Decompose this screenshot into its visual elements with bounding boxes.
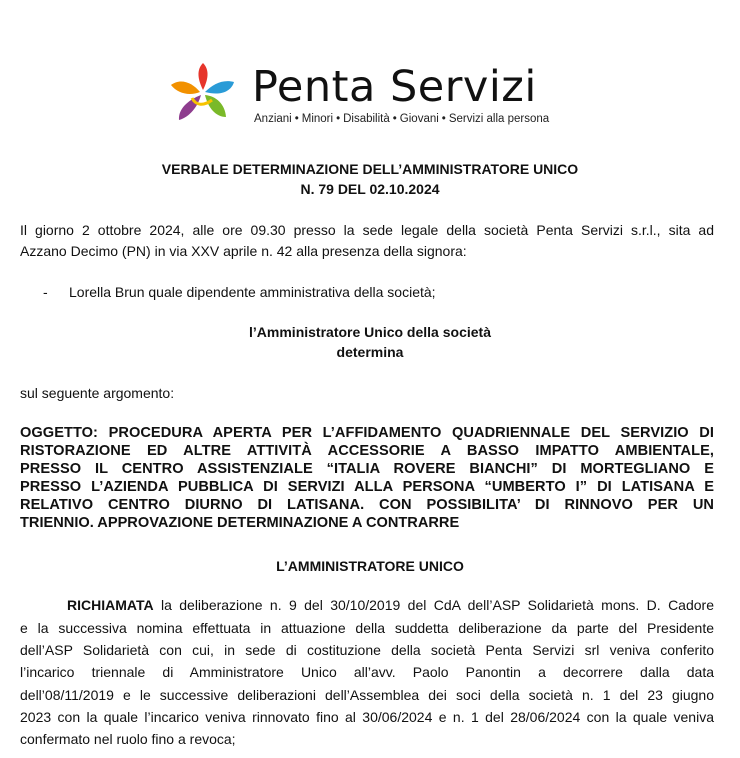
richiamata-line: dell’ASP Solidarietà con cui, in sede di costituzione della società Penta Servizi srl veniva conferito	[20, 642, 714, 658]
richiamata-first-line	[67, 597, 714, 613]
tagline-item: Servizi alla persona	[448, 113, 550, 125]
list-bullet: -	[43, 284, 48, 300]
richiamata-line: e la successiva nomina effettuata in attuazione della suddetta deliberazione da parte del Presidente	[20, 620, 714, 636]
oggetto-line: OGGETTO: PROCEDURA APERTA PER L’AFFIDAMENTO QUADRIENNALE DEL SERVIZIO DI	[20, 425, 714, 441]
document-number: N. 79 DEL 02.10.2024	[300, 181, 440, 197]
richiamata-text: la deliberazione n. 9 del 30/10/2019 del CdA dell’ASP Solidarietà mons. D. Cadore	[153, 597, 714, 613]
oggetto-line: PRESSO L’AZIENDA PUBBLICA DI SERVIZI ALLA PERSONA “UMBERTO I” DI LATISANA E	[20, 479, 714, 495]
tagline-item: Disabilità	[343, 113, 390, 125]
oggetto-line: RISTORAZIONE ED ALTRE ATTIVITÀ ACCESSORIE A BASSO IMPATTO AMBIENTALE,	[20, 443, 714, 459]
section-title: L’AMMINISTRATORE UNICO	[276, 558, 464, 574]
attendee-text: Lorella Brun quale dipendente amministrativa della società;	[69, 284, 436, 300]
determina-heading: l’Amministratore Unico della società	[249, 324, 491, 340]
star-logo-icon	[168, 62, 238, 126]
logo-tagline	[254, 113, 549, 125]
oggetto-line: RELATIVO CENTRO DIURNO DI LATISANA. CON POSSIBILITA’ DI RINNOVO PER UN	[20, 497, 714, 513]
document-title: VERBALE DETERMINAZIONE DELL’AMMINISTRATORE UNICO	[161, 161, 579, 177]
richiamata-line: confermato nel ruolo fino a revoca;	[20, 731, 236, 747]
intro-line: Azzano Decimo (PN) in via XXV aprile n. 42 alla presenza della signora:	[20, 243, 467, 259]
determina-verb: determina	[336, 344, 404, 360]
oggetto-line: PRESSO IL CENTRO ASSISTENZIALE “ITALIA ROVERE BIANCHI” DI MORTEGLIANO E	[20, 461, 714, 477]
tagline-separator: •	[441, 113, 446, 125]
tagline-item: Anziani	[254, 113, 292, 125]
richiamata-line: l’incarico triennale di Amministratore Unico all’avv. Paolo Panontin a decorrere dalla data	[20, 664, 714, 680]
richiamata-line: dell’08/11/2019 e le successive deliberazioni dell’Assemblea dei soci della società n. 1 del 23 giugno	[20, 687, 714, 703]
richiamata-keyword: RICHIAMATA	[67, 597, 154, 613]
tagline-separator: •	[392, 113, 397, 125]
tagline-separator: •	[294, 113, 299, 125]
tagline-separator: •	[336, 113, 341, 125]
oggetto-line: TRIENNIO. APPROVAZIONE DETERMINAZIONE A CONTRARRE	[20, 515, 460, 531]
argomento-label: sul seguente argomento:	[20, 385, 175, 401]
richiamata-line: 2023 con la quale l’incarico veniva rinnovato fino al 30/06/2024 e n. 1 del 28/06/2024 con la quale veniva	[20, 709, 714, 725]
company-logo	[168, 60, 568, 130]
tagline-item: Minori	[301, 113, 334, 125]
tagline-item: Giovani	[399, 113, 439, 125]
intro-line: Il giorno 2 ottobre 2024, alle ore 09.30 presso la sede legale della società Penta Servizi s.r.l., sita ad	[20, 222, 714, 238]
logo-name: Penta Servizi	[252, 62, 537, 112]
